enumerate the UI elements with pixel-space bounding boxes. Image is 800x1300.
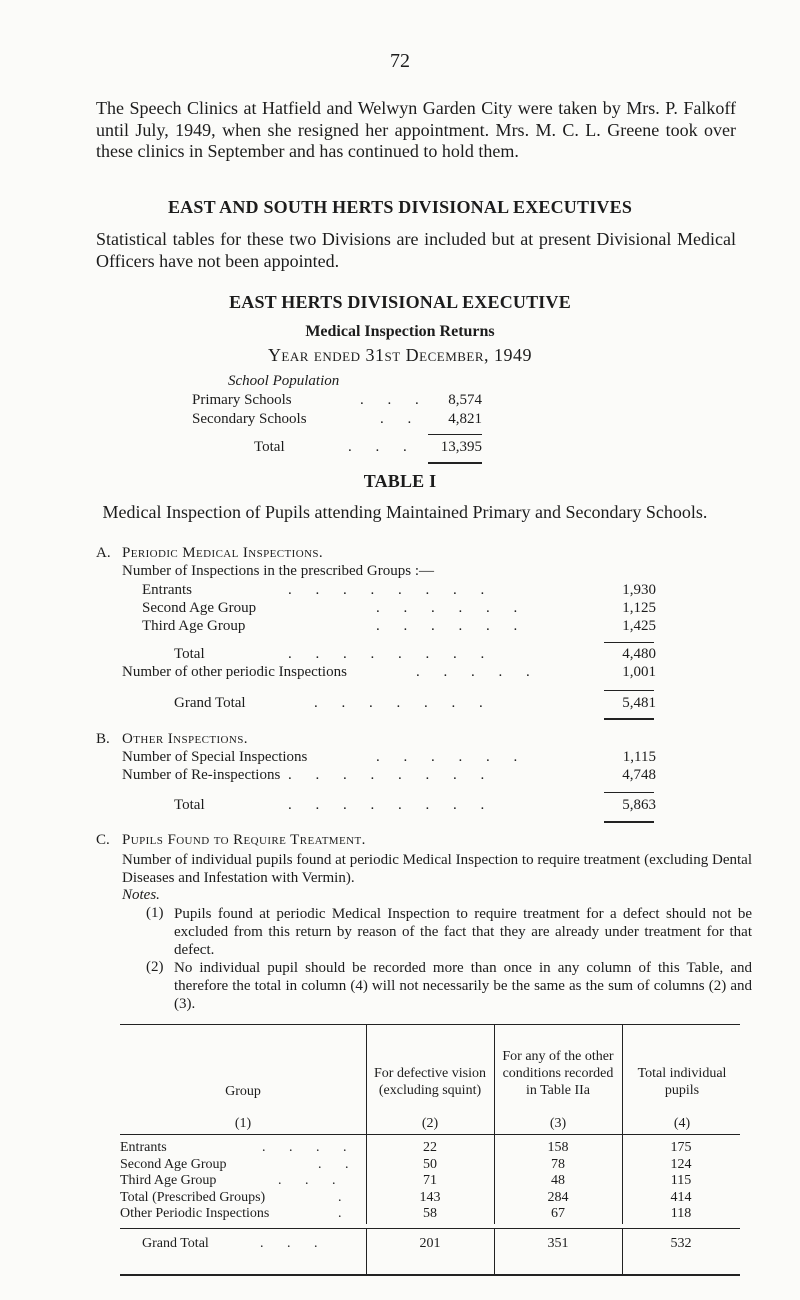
year-line: Year ended 31st December, 1949 <box>267 345 533 365</box>
table-row-group: Total (Prescribed Groups) <box>120 1189 266 1205</box>
medical-returns-heading: Medical Inspection Returns <box>305 323 495 340</box>
other-periodic-dots: . . . . . <box>416 664 540 680</box>
a-rule-double <box>604 718 654 720</box>
col-header-total: Total individual pupils <box>637 1066 727 1098</box>
table-row-c4: 124 <box>670 1156 692 1172</box>
a-total-dots: . . . . . . . . <box>288 646 495 662</box>
reinspections-value: 4,748 <box>622 767 656 783</box>
b-total-value: 5,863 <box>622 797 656 813</box>
second-age-label: Second Age Group <box>142 600 257 616</box>
table-row-c3: 78 <box>551 1156 565 1172</box>
table-row-dots: . . . <box>278 1173 346 1188</box>
table-row-c2: 50 <box>423 1156 437 1172</box>
section-b-letter: B. <box>96 731 110 747</box>
note2-text: No individual pupil should be recorded more than once in any column of this Table, and therefore the total in column (4) will not necessarily be the same as the sum of columns (2) and (3). <box>174 960 752 1012</box>
table-row-c4: 414 <box>670 1189 692 1205</box>
col-header-group-num: (1) <box>234 1116 252 1131</box>
table-top-rule <box>120 1024 740 1025</box>
table-row-group: Other Periodic Inspections <box>120 1206 270 1221</box>
grand-divider-2 <box>494 1228 495 1274</box>
second-age-value: 1,125 <box>622 600 656 616</box>
reinspections-label: Number of Re-inspections <box>122 767 281 783</box>
other-periodic-label: Number of other periodic Inspections <box>122 664 347 680</box>
section-c-text: Number of individual pupils found at periodic Medical Inspection to require treatment (excluding Dental Diseases and Infestation with Vermin). <box>122 852 752 886</box>
grand-total-c2: 201 <box>419 1236 441 1251</box>
notes-label: Notes. <box>122 887 160 903</box>
col-header-vision-num: (2) <box>421 1116 439 1131</box>
table-row-dots: . . . . <box>262 1140 357 1155</box>
east-south-heading: EAST AND SOUTH HERTS DIVISIONAL EXECUTIVES <box>167 197 633 217</box>
primary-schools-dots: . . . <box>360 392 429 408</box>
pop-rule <box>428 434 482 435</box>
table-row-c2: 58 <box>423 1206 437 1221</box>
east-herts-heading: EAST HERTS DIVISIONAL EXECUTIVE <box>229 292 571 312</box>
table-row-c2: 22 <box>423 1140 437 1155</box>
primary-schools-value: 8,574 <box>448 392 482 408</box>
table-row-c4: 115 <box>670 1173 692 1188</box>
a-grand-value: 5,481 <box>622 695 656 711</box>
table-bottom-rule <box>120 1274 740 1276</box>
b-total-label: Total <box>174 797 205 813</box>
section-a-subtitle: Number of Inspections in the prescribed Groups :— <box>122 563 435 579</box>
table-row-c2: 143 <box>419 1189 441 1205</box>
special-inspections-dots: . . . . . . <box>376 749 528 765</box>
intro-paragraph: The Speech Clinics at Hatfield and Welwyn Garden City were taken by Mrs. P. Falkoff until July, 1949, when she resigned her appointment. Mrs. M. C. L. Greene took over these clinics in September and has continued to hold them. <box>96 98 736 161</box>
pop-total-label: Total <box>254 439 285 455</box>
table-row-c3: 67 <box>551 1206 565 1221</box>
table-row-group: Third Age Group <box>120 1173 217 1188</box>
reinspections-dots: . . . . . . . . <box>288 767 495 783</box>
col-header-other-num: (3) <box>549 1116 567 1131</box>
table-row-dots: . . <box>318 1156 359 1172</box>
note2-num: (2) <box>146 959 164 975</box>
entrants-value: 1,930 <box>622 582 656 598</box>
table-row-c2: 71 <box>423 1173 437 1188</box>
second-age-dots: . . . . . . <box>376 600 528 616</box>
pop-rule-double <box>428 462 482 464</box>
grand-rule <box>120 1228 740 1229</box>
section-a-letter: A. <box>96 545 111 561</box>
entrants-label: Entrants <box>142 582 192 598</box>
table-row-c3: 284 <box>547 1189 569 1205</box>
primary-schools-label: Primary Schools <box>192 392 292 408</box>
col-header-other: For any of the other conditions recorded in Table IIa <box>502 1049 614 1098</box>
note1-num: (1) <box>146 905 164 921</box>
a-rule-1 <box>604 642 654 643</box>
pop-total-dots: . . . <box>348 439 417 455</box>
table-row-dots: . <box>338 1189 352 1205</box>
third-age-value: 1,425 <box>622 618 656 634</box>
a-grand-label: Grand Total <box>174 695 246 711</box>
col-header-group: Group <box>225 1084 261 1099</box>
school-population-title: School Population <box>228 373 340 389</box>
grand-total-label: Grand Total <box>142 1236 209 1251</box>
grand-total-c4: 532 <box>670 1236 692 1251</box>
section-a-title: Periodic Medical Inspections. <box>122 545 324 561</box>
table-row-c4: 118 <box>670 1206 692 1221</box>
grand-total-dots: . . . <box>260 1236 328 1251</box>
section-c-title: Pupils Found to Require Treatment. <box>122 832 366 848</box>
entrants-dots: . . . . . . . . <box>288 582 495 598</box>
table-row-c3: 48 <box>551 1173 565 1188</box>
secondary-schools-dots: . . <box>380 411 422 427</box>
secondary-schools-label: Secondary Schools <box>192 411 307 427</box>
other-periodic-value: 1,001 <box>622 664 656 680</box>
table-row-c3: 158 <box>547 1140 569 1155</box>
a-rule-2 <box>604 690 654 691</box>
section-b-title: Other Inspections. <box>122 731 248 747</box>
grand-total-c3: 351 <box>547 1236 569 1251</box>
grand-divider-1 <box>366 1228 367 1274</box>
b-rule <box>604 792 654 793</box>
table1-heading: TABLE I <box>363 471 437 491</box>
table1-caption: Medical Inspection of Pupils attending Maintained Primary and Secondary Schools. <box>102 502 708 522</box>
section-c-letter: C. <box>96 832 110 848</box>
b-total-dots: . . . . . . . . <box>288 797 495 813</box>
col-header-vision: For defective vision (excluding squint) <box>374 1066 486 1098</box>
a-grand-dots: . . . . . . . <box>314 695 493 711</box>
secondary-schools-value: 4,821 <box>448 411 482 427</box>
page-number: 72 <box>390 50 410 72</box>
a-total-value: 4,480 <box>622 646 656 662</box>
third-age-dots: . . . . . . <box>376 618 528 634</box>
special-inspections-label: Number of Special Inspections <box>122 749 308 765</box>
b-rule-double <box>604 821 654 823</box>
third-age-label: Third Age Group <box>142 618 246 634</box>
special-inspections-value: 1,115 <box>622 749 656 765</box>
grand-divider-3 <box>622 1228 623 1274</box>
table-row-dots: . <box>338 1206 352 1221</box>
col-header-total-num: (4) <box>673 1116 691 1131</box>
header-rule <box>120 1134 740 1135</box>
a-total-label: Total <box>174 646 205 662</box>
east-south-text: Statistical tables for these two Divisions are included but at present Divisional Medical Officers have not been appointed. <box>96 229 736 271</box>
pop-total-value: 13,395 <box>440 439 482 455</box>
note1-text: Pupils found at periodic Medical Inspection to require treatment for a defect should not be excluded from this return by reason of the fact that they are already under treatment for that defect. <box>174 906 752 958</box>
table-row-c4: 175 <box>670 1140 692 1155</box>
table-row-group: Second Age Group <box>120 1156 227 1172</box>
table-row-group: Entrants <box>120 1140 167 1155</box>
